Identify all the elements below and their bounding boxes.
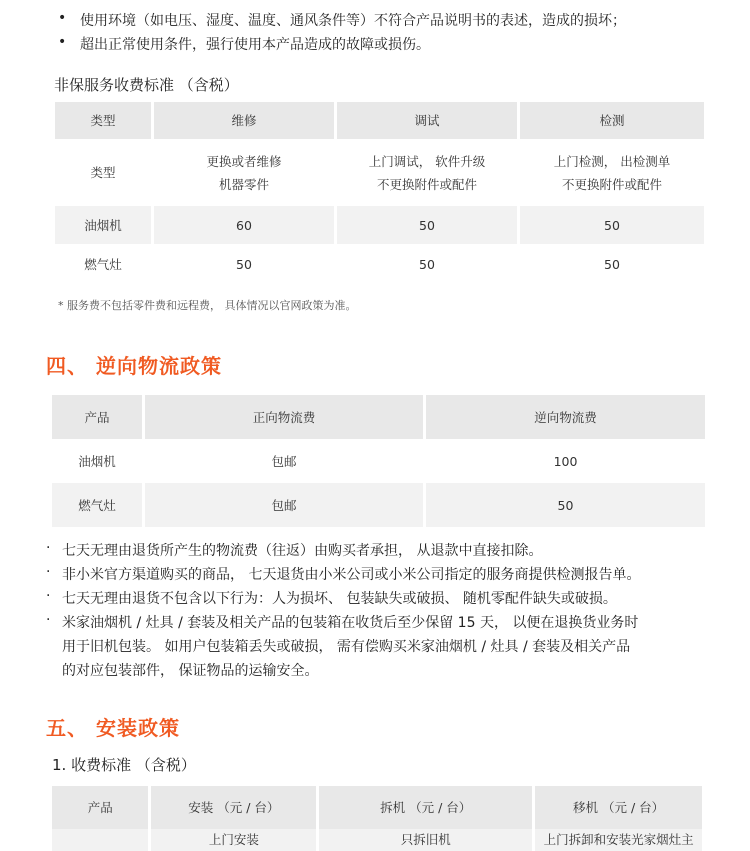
header-cell: 维修 [154, 102, 334, 139]
table-cell: 50 [337, 206, 517, 244]
non-warranty-heading: 非保服务收费标准 （含税） [54, 76, 239, 94]
header-cell: 正向物流费 [145, 395, 423, 439]
cell-line: 上门检测， 出检测单 [553, 153, 671, 169]
line-text: 的对应包装部件， 保证物品的运输安全。 [62, 663, 319, 679]
line-text: 用于旧机包装。 如用户包装箱丢失或破损， 需有偿购买米家油烟机 / 灶具 / 套装及相关产品 [62, 639, 631, 655]
table-row [52, 439, 705, 483]
table-cell: 只拆旧机 [319, 829, 532, 851]
table-row-partial [52, 829, 702, 851]
bullet-text: 使用环境（如电压、湿度、温度、通风条件等）不符合产品说明书的表述，造成的损坏； [80, 13, 626, 29]
bullet-text: 超出正常使用条件，强行使用本产品造成的故障或损伤。 [80, 37, 430, 53]
table-header-row [52, 395, 705, 439]
header-cell: 移机 （元 / 台） [535, 786, 702, 829]
fee-standard-heading: 1. 收费标准 （含税） [52, 756, 196, 774]
header-cell: 调试 [337, 102, 517, 139]
cell-line: 更换或者维修 [206, 153, 282, 169]
line-text: 七天无理由退货所产生的物流费（往返）由购买者承担， 从退款中直接扣除。 [62, 543, 543, 559]
row-label: 燃气灶 [55, 244, 151, 284]
table-cell [520, 139, 704, 206]
table-header-row [52, 786, 702, 829]
cell-line: 上门调试， 软件升级 [368, 153, 486, 169]
header-cell: 产品 [52, 395, 142, 439]
line-dot: · [46, 612, 51, 628]
row-label: 油烟机 [55, 206, 151, 244]
row-label [52, 829, 148, 851]
header-cell: 逆向物流费 [426, 395, 705, 439]
table-cell: 包邮 [145, 439, 423, 483]
table-row [52, 483, 705, 527]
row-label: 类型 [55, 139, 151, 206]
header-cell: 安装 （元 / 台） [151, 786, 316, 829]
table-row [55, 206, 704, 244]
line-text: 非小米官方渠道购买的商品， 七天退货由小米公司或小米公司指定的服务商提供检测报告单。 [62, 567, 641, 583]
line-text: 米家油烟机 / 灶具 / 套装及相关产品的包装箱在收货后至少保留 15 天， 以便在退换货业务时 [62, 615, 639, 631]
row-label: 燃气灶 [52, 483, 142, 527]
table-cell [154, 139, 334, 206]
cell-line: 不更换附件或配件 [561, 176, 662, 192]
table-row [55, 244, 704, 284]
non-warranty-table [52, 102, 707, 284]
table-cell: 上门拆卸和安装光家烟灶主 [535, 829, 702, 851]
header-cell: 拆机 （元 / 台） [319, 786, 532, 829]
table-row [55, 139, 704, 206]
table-cell: 包邮 [145, 483, 423, 527]
installation-table [49, 786, 705, 851]
row-label: 油烟机 [52, 439, 142, 483]
header-cell: 检测 [520, 102, 704, 139]
header-cell: 产品 [52, 786, 148, 829]
cell-line: 不更换附件或配件 [376, 176, 477, 192]
table-cell [337, 139, 517, 206]
line-dot: · [46, 564, 51, 580]
bullet-dot: • [58, 34, 67, 50]
table-header-row [55, 102, 704, 139]
table-cell: 50 [154, 244, 334, 284]
table-cell: 50 [337, 244, 517, 284]
line-dot: · [46, 540, 51, 556]
line-text: 七天无理由退货不包含以下行为：人为损坏、 包装缺失或破损、 随机零配件缺失或破损。 [62, 591, 617, 607]
cell-line: 机器零件 [218, 176, 269, 192]
logistics-table [49, 395, 708, 527]
table-cell: 50 [520, 244, 704, 284]
table-cell: 50 [520, 206, 704, 244]
line-dot: · [46, 588, 51, 604]
table-cell: 100 [426, 439, 705, 483]
header-cell: 类型 [55, 102, 151, 139]
table-cell: 50 [426, 483, 705, 527]
section-title-logistics: 四、 逆向物流政策 [46, 354, 222, 378]
table-cell: 60 [154, 206, 334, 244]
section-title-installation: 五、 安装政策 [46, 716, 180, 740]
bullet-dot: • [58, 10, 67, 26]
service-fee-note: * 服务费不包括零件费和远程费， 具体情况以官网政策为准。 [58, 299, 357, 312]
table-cell: 上门安装 [151, 829, 316, 851]
